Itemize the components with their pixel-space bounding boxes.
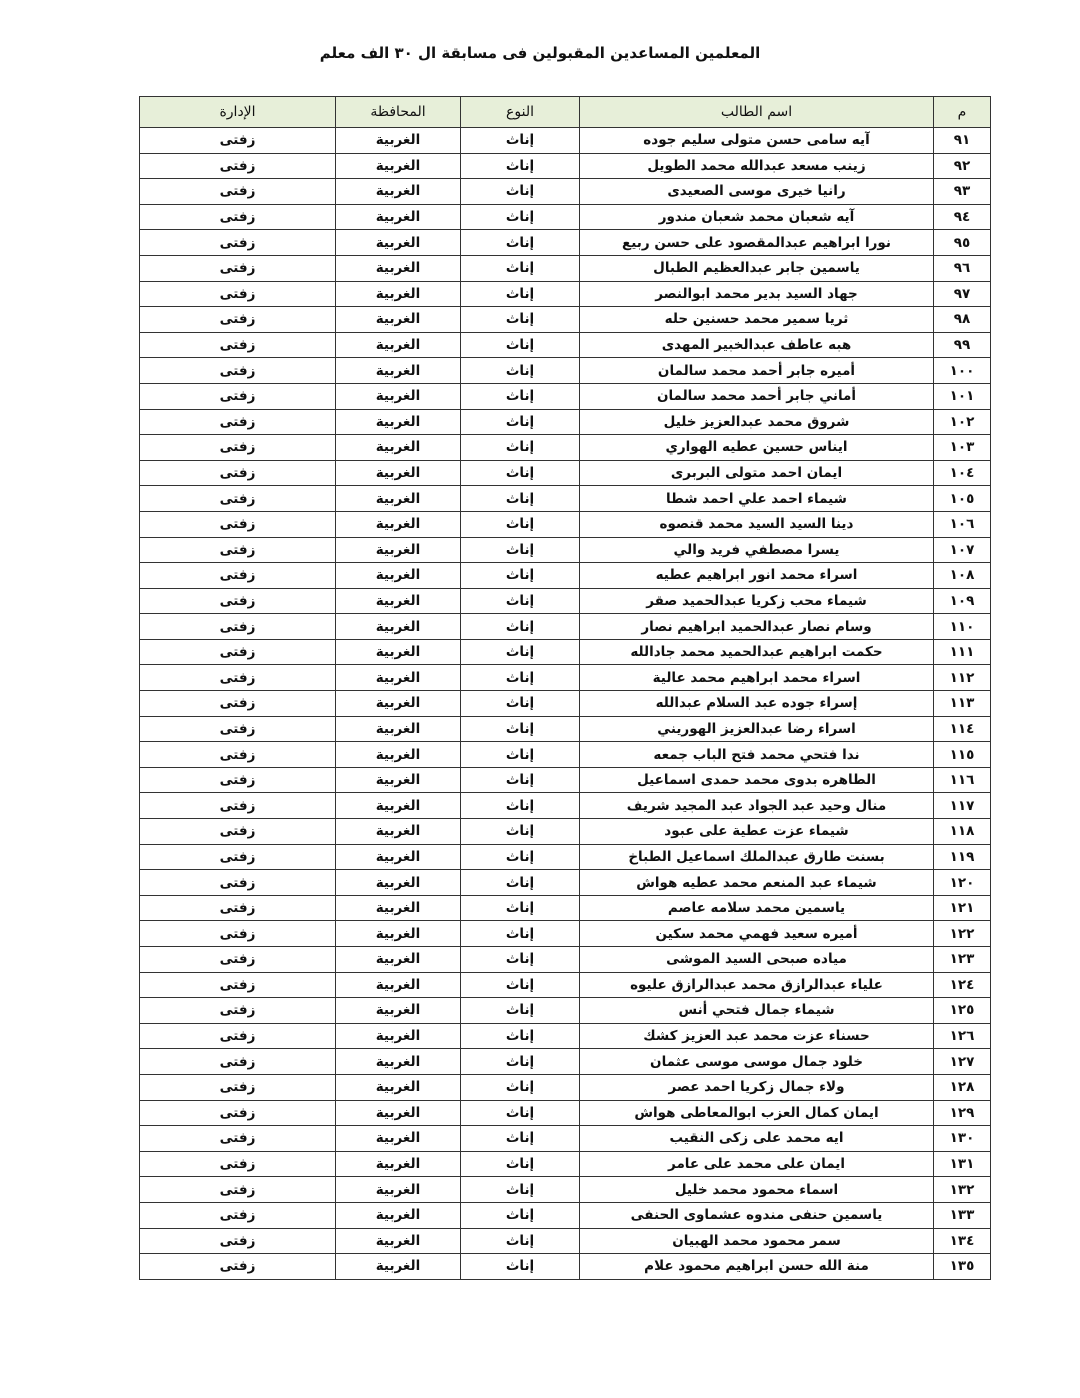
cell-num: ١٠٣ — [934, 435, 991, 461]
cell-governorate: الغربية — [336, 819, 461, 845]
cell-administration: زفتى — [140, 844, 336, 870]
header-name: اسم الطالب — [580, 97, 934, 128]
cell-student-name: إسراء جوده عبد السلام عبدالله — [580, 691, 934, 717]
cell-administration: زفتى — [140, 281, 336, 307]
cell-gender: إناث — [461, 153, 580, 179]
cell-num: ١٢٥ — [934, 998, 991, 1024]
cell-governorate: الغربية — [336, 204, 461, 230]
cell-gender: إناث — [461, 563, 580, 589]
cell-gender: إناث — [461, 537, 580, 563]
table-row — [140, 639, 991, 665]
cell-num: ٩١ — [934, 128, 991, 154]
cell-gender: إناث — [461, 230, 580, 256]
cell-gender: إناث — [461, 1151, 580, 1177]
table-row — [140, 921, 991, 947]
cell-administration: زفتى — [140, 1151, 336, 1177]
cell-num: ٩٧ — [934, 281, 991, 307]
table-row — [140, 665, 991, 691]
table-row — [140, 614, 991, 640]
cell-num: ٩٩ — [934, 332, 991, 358]
cell-administration: زفتى — [140, 793, 336, 819]
cell-student-name: علياء عبدالرازق محمد عبدالرازق عليوه — [580, 972, 934, 998]
cell-governorate: الغربية — [336, 793, 461, 819]
cell-gender: إناث — [461, 793, 580, 819]
cell-administration: زفتى — [140, 895, 336, 921]
table-row — [140, 972, 991, 998]
cell-gender: إناث — [461, 819, 580, 845]
cell-administration: زفتى — [140, 204, 336, 230]
cell-gender: إناث — [461, 460, 580, 486]
cell-administration: زفتى — [140, 1254, 336, 1280]
cell-administration: زفتى — [140, 921, 336, 947]
cell-governorate: الغربية — [336, 128, 461, 154]
table-row — [140, 1228, 991, 1254]
cell-num: ١١٨ — [934, 819, 991, 845]
cell-administration: زفتى — [140, 1177, 336, 1203]
cell-administration: زفتى — [140, 716, 336, 742]
cell-gender: إناث — [461, 844, 580, 870]
cell-gender: إناث — [461, 409, 580, 435]
table-row — [140, 1254, 991, 1280]
cell-num: ١٢١ — [934, 895, 991, 921]
cell-num: ١٠٢ — [934, 409, 991, 435]
header-gender: النوع — [461, 97, 580, 128]
cell-num: ٩٦ — [934, 255, 991, 281]
cell-administration: زفتى — [140, 230, 336, 256]
cell-gender: إناث — [461, 383, 580, 409]
cell-administration: زفتى — [140, 1074, 336, 1100]
cell-governorate: الغربية — [336, 767, 461, 793]
cell-gender: إناث — [461, 486, 580, 512]
cell-administration: زفتى — [140, 998, 336, 1024]
cell-gender: إناث — [461, 870, 580, 896]
cell-gender: إناث — [461, 665, 580, 691]
cell-administration: زفتى — [140, 383, 336, 409]
cell-administration: زفتى — [140, 460, 336, 486]
table-row — [140, 128, 991, 154]
cell-student-name: مياده صبحى السيد الموشى — [580, 947, 934, 973]
cell-administration: زفتى — [140, 870, 336, 896]
cell-num: ٩٤ — [934, 204, 991, 230]
cell-gender: إناث — [461, 972, 580, 998]
table-row — [140, 332, 991, 358]
cell-governorate: الغربية — [336, 563, 461, 589]
cell-gender: إناث — [461, 921, 580, 947]
cell-num: ١٠١ — [934, 383, 991, 409]
cell-governorate: الغربية — [336, 1202, 461, 1228]
cell-num: ١٢٢ — [934, 921, 991, 947]
cell-governorate: الغربية — [336, 153, 461, 179]
cell-num: ١١٩ — [934, 844, 991, 870]
cell-governorate: الغربية — [336, 1254, 461, 1280]
cell-num: ١٣١ — [934, 1151, 991, 1177]
cell-num: ١٢٦ — [934, 1023, 991, 1049]
table-row — [140, 1126, 991, 1152]
cell-num: ١٣٠ — [934, 1126, 991, 1152]
cell-governorate: الغربية — [336, 1151, 461, 1177]
cell-num: ١١٢ — [934, 665, 991, 691]
cell-num: ١٣٥ — [934, 1254, 991, 1280]
cell-gender: إناث — [461, 1254, 580, 1280]
cell-gender: إناث — [461, 435, 580, 461]
cell-student-name: أميره جابر أحمد محمد سالمان — [580, 358, 934, 384]
cell-governorate: الغربية — [336, 332, 461, 358]
cell-gender: إناث — [461, 281, 580, 307]
cell-student-name: شيماء جمال فتحي أنس — [580, 998, 934, 1024]
cell-student-name: وسام نصار عبدالحميد ابراهيم نصار — [580, 614, 934, 640]
cell-gender: إناث — [461, 947, 580, 973]
cell-num: ١٠٧ — [934, 537, 991, 563]
cell-administration: زفتى — [140, 409, 336, 435]
cell-governorate: الغربية — [336, 435, 461, 461]
cell-student-name: خلود جمال موسى موسى عثمان — [580, 1049, 934, 1075]
header-num: م — [934, 97, 991, 128]
cell-governorate: الغربية — [336, 614, 461, 640]
cell-governorate: الغربية — [336, 486, 461, 512]
table-row — [140, 230, 991, 256]
cell-num: ١١٠ — [934, 614, 991, 640]
cell-governorate: الغربية — [336, 716, 461, 742]
cell-num: ٩٣ — [934, 179, 991, 205]
cell-student-name: رانيا خيرى موسى الصعيدى — [580, 179, 934, 205]
table-row — [140, 307, 991, 333]
cell-gender: إناث — [461, 767, 580, 793]
cell-student-name: ياسمين محمد سلامه عاصم — [580, 895, 934, 921]
table-row — [140, 537, 991, 563]
cell-gender: إناث — [461, 716, 580, 742]
cell-student-name: يسرا مصطفي فريد والي — [580, 537, 934, 563]
table-row — [140, 435, 991, 461]
cell-num: ١٢٠ — [934, 870, 991, 896]
cell-num: ٩٢ — [934, 153, 991, 179]
cell-governorate: الغربية — [336, 537, 461, 563]
cell-num: ١٠٤ — [934, 460, 991, 486]
table-row — [140, 383, 991, 409]
cell-governorate: الغربية — [336, 665, 461, 691]
table-row — [140, 691, 991, 717]
cell-gender: إناث — [461, 998, 580, 1024]
cell-student-name: ياسمين حنفى مندوه عشماوى الحنفى — [580, 1202, 934, 1228]
table-row — [140, 947, 991, 973]
cell-gender: إناث — [461, 742, 580, 768]
cell-num: ١١٧ — [934, 793, 991, 819]
cell-student-name: شيماء محب زكريا عبدالحميد صقر — [580, 588, 934, 614]
cell-governorate: الغربية — [336, 870, 461, 896]
cell-governorate: الغربية — [336, 307, 461, 333]
cell-student-name: منال وحيد عبد الجواد عبد المجيد شريف — [580, 793, 934, 819]
table-row — [140, 179, 991, 205]
cell-administration: زفتى — [140, 665, 336, 691]
cell-administration: زفتى — [140, 588, 336, 614]
table-row — [140, 819, 991, 845]
cell-student-name: أميره سعيد فهمي محمد سكين — [580, 921, 934, 947]
cell-administration: زفتى — [140, 742, 336, 768]
cell-administration: زفتى — [140, 435, 336, 461]
cell-administration: زفتى — [140, 1228, 336, 1254]
table-row — [140, 742, 991, 768]
cell-gender: إناث — [461, 1228, 580, 1254]
header-administration: الإدارة — [140, 97, 336, 128]
cell-student-name: ايمان على محمد على عامر — [580, 1151, 934, 1177]
cell-administration: زفتى — [140, 691, 336, 717]
header-governorate: المحافظة — [336, 97, 461, 128]
cell-student-name: ايه محمد على زكى النقيب — [580, 1126, 934, 1152]
cell-gender: إناث — [461, 255, 580, 281]
cell-student-name: اسراء رضا عبدالعزيز الهوريني — [580, 716, 934, 742]
cell-governorate: الغربية — [336, 1177, 461, 1203]
cell-governorate: الغربية — [336, 895, 461, 921]
cell-administration: زفتى — [140, 179, 336, 205]
cell-student-name: الطاهره بدوى محمد حمدى اسماعيل — [580, 767, 934, 793]
cell-student-name: اسراء محمد انور ابراهيم عطيه — [580, 563, 934, 589]
cell-governorate: الغربية — [336, 588, 461, 614]
table-header-row — [140, 97, 991, 128]
cell-student-name: دينا السيد السيد محمد قنصوه — [580, 511, 934, 537]
cell-gender: إناث — [461, 358, 580, 384]
cell-gender: إناث — [461, 1049, 580, 1075]
cell-governorate: الغربية — [336, 281, 461, 307]
cell-gender: إناث — [461, 307, 580, 333]
cell-administration: زفتى — [140, 1049, 336, 1075]
cell-num: ١١١ — [934, 639, 991, 665]
table-row — [140, 767, 991, 793]
cell-student-name: نورا ابراهيم عبدالمقصود على حسن ربيع — [580, 230, 934, 256]
cell-gender: إناث — [461, 1074, 580, 1100]
table-row — [140, 998, 991, 1024]
table-row — [140, 716, 991, 742]
cell-student-name: منة الله حسن ابراهيم محمود علام — [580, 1254, 934, 1280]
cell-administration: زفتى — [140, 511, 336, 537]
cell-governorate: الغربية — [336, 179, 461, 205]
cell-gender: إناث — [461, 1023, 580, 1049]
cell-administration: زفتى — [140, 128, 336, 154]
cell-gender: إناث — [461, 128, 580, 154]
cell-student-name: ولاء جمال زكريا احمد عصر — [580, 1074, 934, 1100]
cell-num: ١٠٠ — [934, 358, 991, 384]
cell-num: ١٢٣ — [934, 947, 991, 973]
cell-administration: زفتى — [140, 1202, 336, 1228]
table-row — [140, 153, 991, 179]
cell-governorate: الغربية — [336, 1023, 461, 1049]
table-row — [140, 1100, 991, 1126]
cell-administration: زفتى — [140, 819, 336, 845]
cell-gender: إناث — [461, 895, 580, 921]
cell-num: ١٠٦ — [934, 511, 991, 537]
cell-student-name: ياسمين جابر عبدالعظيم الطبال — [580, 255, 934, 281]
cell-student-name: سمر محمود محمد الهبيان — [580, 1228, 934, 1254]
table-row — [140, 1023, 991, 1049]
cell-gender: إناث — [461, 1177, 580, 1203]
cell-num: ١٣٢ — [934, 1177, 991, 1203]
table-row — [140, 204, 991, 230]
table-row — [140, 1049, 991, 1075]
cell-student-name: شروق محمد عبدالعزيز خليل — [580, 409, 934, 435]
cell-num: ١٣٤ — [934, 1228, 991, 1254]
cell-governorate: الغربية — [336, 639, 461, 665]
cell-student-name: جهاد السيد بدير محمد ابوالنصر — [580, 281, 934, 307]
cell-governorate: الغربية — [336, 409, 461, 435]
cell-num: ١٢٤ — [934, 972, 991, 998]
cell-administration: زفتى — [140, 358, 336, 384]
cell-num: ١٠٨ — [934, 563, 991, 589]
table-row — [140, 793, 991, 819]
cell-governorate: الغربية — [336, 511, 461, 537]
cell-governorate: الغربية — [336, 1126, 461, 1152]
cell-administration: زفتى — [140, 307, 336, 333]
cell-student-name: آيه سامى حسن متولى سليم جوده — [580, 128, 934, 154]
cell-student-name: اسراء محمد ابراهيم محمد عالية — [580, 665, 934, 691]
table-row — [140, 409, 991, 435]
cell-student-name: شيماء احمد علي احمد شطا — [580, 486, 934, 512]
table-row — [140, 844, 991, 870]
cell-governorate: الغربية — [336, 383, 461, 409]
cell-governorate: الغربية — [336, 1228, 461, 1254]
cell-governorate: الغربية — [336, 1100, 461, 1126]
table-row — [140, 588, 991, 614]
cell-num: ١١٦ — [934, 767, 991, 793]
cell-administration: زفتى — [140, 947, 336, 973]
table-row — [140, 511, 991, 537]
cell-governorate: الغربية — [336, 691, 461, 717]
cell-gender: إناث — [461, 639, 580, 665]
accepted-teachers-table — [139, 96, 991, 1280]
cell-num: ١٠٥ — [934, 486, 991, 512]
cell-administration: زفتى — [140, 153, 336, 179]
cell-administration: زفتى — [140, 1100, 336, 1126]
cell-student-name: ايمان كمال العزب ابوالمعاطى هواش — [580, 1100, 934, 1126]
cell-administration: زفتى — [140, 1023, 336, 1049]
cell-num: ١١٥ — [934, 742, 991, 768]
cell-num: ١٢٩ — [934, 1100, 991, 1126]
cell-student-name: ايمان احمد متولى البربرى — [580, 460, 934, 486]
cell-num: ١٠٩ — [934, 588, 991, 614]
cell-administration: زفتى — [140, 767, 336, 793]
cell-gender: إناث — [461, 204, 580, 230]
cell-num: ٩٥ — [934, 230, 991, 256]
cell-administration: زفتى — [140, 563, 336, 589]
table-body — [140, 128, 991, 1280]
cell-administration: زفتى — [140, 537, 336, 563]
cell-governorate: الغربية — [336, 947, 461, 973]
cell-student-name: آيه شعبان محمد شعبان مندور — [580, 204, 934, 230]
cell-governorate: الغربية — [336, 358, 461, 384]
cell-student-name: أماني جابر أحمد محمد سالمان — [580, 383, 934, 409]
cell-student-name: شيماء عبد المنعم محمد عطيه هواش — [580, 870, 934, 896]
cell-governorate: الغربية — [336, 1049, 461, 1075]
cell-gender: إناث — [461, 179, 580, 205]
table-row — [140, 255, 991, 281]
cell-num: ١١٤ — [934, 716, 991, 742]
cell-num: ١٢٨ — [934, 1074, 991, 1100]
cell-administration: زفتى — [140, 972, 336, 998]
cell-gender: إناث — [461, 691, 580, 717]
cell-governorate: الغربية — [336, 742, 461, 768]
cell-gender: إناث — [461, 1126, 580, 1152]
cell-student-name: هبه عاطف عبدالخبير المهدى — [580, 332, 934, 358]
cell-student-name: ثريا سمير محمد حسنين حله — [580, 307, 934, 333]
cell-governorate: الغربية — [336, 972, 461, 998]
table-row — [140, 1177, 991, 1203]
cell-student-name: ندا فتحي محمد فتح الباب جمعه — [580, 742, 934, 768]
table-row — [140, 281, 991, 307]
page-title: المعلمين المساعدين المقبولين فى مسابقة ال ٣٠ الف معلم — [319, 44, 761, 62]
table-row — [140, 870, 991, 896]
cell-administration: زفتى — [140, 614, 336, 640]
cell-governorate: الغربية — [336, 230, 461, 256]
cell-gender: إناث — [461, 1202, 580, 1228]
cell-student-name: زينب مسعد عبدالله محمد الطويل — [580, 153, 934, 179]
table-row — [140, 1202, 991, 1228]
table-row — [140, 1151, 991, 1177]
cell-student-name: ايناس حسين عطيه الهواري — [580, 435, 934, 461]
table-row — [140, 486, 991, 512]
table-row — [140, 563, 991, 589]
cell-student-name: شيماء عزت عطية على عبود — [580, 819, 934, 845]
cell-student-name: حسناء عزت محمد عبد العزيز كشك — [580, 1023, 934, 1049]
cell-gender: إناث — [461, 614, 580, 640]
cell-num: ١١٣ — [934, 691, 991, 717]
cell-governorate: الغربية — [336, 1074, 461, 1100]
cell-student-name: اسماء محمود محمد خليل — [580, 1177, 934, 1203]
table-row — [140, 1074, 991, 1100]
cell-num: ١٢٧ — [934, 1049, 991, 1075]
cell-student-name: حكمت ابراهيم عبدالحميد محمد جادالله — [580, 639, 934, 665]
cell-gender: إناث — [461, 588, 580, 614]
cell-governorate: الغربية — [336, 998, 461, 1024]
cell-governorate: الغربية — [336, 921, 461, 947]
cell-num: ٩٨ — [934, 307, 991, 333]
cell-administration: زفتى — [140, 1126, 336, 1152]
cell-student-name: بسنت طارق عبدالملك اسماعيل الطباخ — [580, 844, 934, 870]
cell-administration: زفتى — [140, 486, 336, 512]
cell-governorate: الغربية — [336, 460, 461, 486]
table-row — [140, 460, 991, 486]
cell-administration: زفتى — [140, 332, 336, 358]
cell-administration: زفتى — [140, 639, 336, 665]
cell-governorate: الغربية — [336, 844, 461, 870]
cell-gender: إناث — [461, 511, 580, 537]
cell-governorate: الغربية — [336, 255, 461, 281]
cell-gender: إناث — [461, 332, 580, 358]
cell-num: ١٣٣ — [934, 1202, 991, 1228]
cell-gender: إناث — [461, 1100, 580, 1126]
cell-administration: زفتى — [140, 255, 336, 281]
table-row — [140, 358, 991, 384]
table-row — [140, 895, 991, 921]
